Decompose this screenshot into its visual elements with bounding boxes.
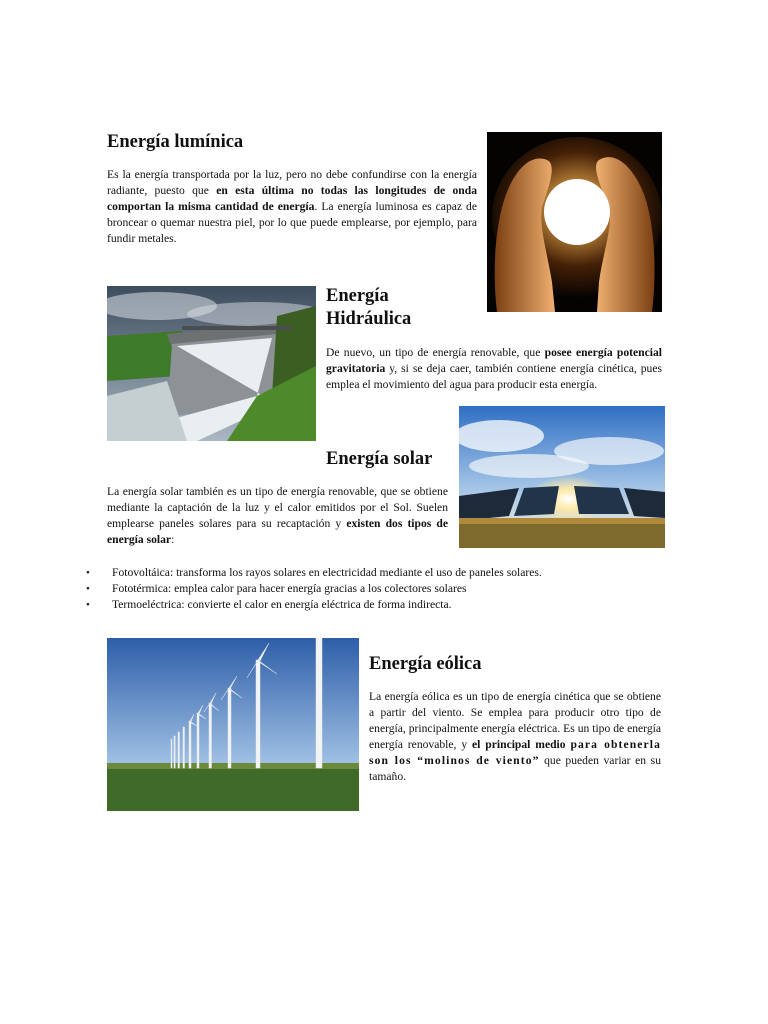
eolica-bold-2: para obtenerla son los “molinos de viento” (369, 738, 661, 767)
list-item-text: Termoeléctrica: convierte el calor en energía eléctrica de forma indirecta. (112, 598, 452, 611)
list-item (86, 597, 706, 613)
wind-turbines-image (107, 638, 359, 811)
bullet-icon: • (86, 599, 90, 611)
solar-panels-image (459, 406, 665, 548)
hidraulica-bold: posee energía potencial gravitatoria (326, 346, 662, 375)
list-item (86, 581, 706, 597)
eolica-paragraph (369, 689, 661, 785)
list-item-text: Fototérmica: emplea calor para hacer energía gracias a los colectores solares (112, 582, 467, 595)
solar-text-1: La energía solar también es un tipo de energía renovable, que se obtiene mediante la captación de la luz y el calor emitidos por el Sol. Suelen emplearse paneles solares para su recaptación y (107, 485, 448, 530)
hands-light-image (487, 132, 662, 312)
luminica-paragraph (107, 167, 477, 247)
hidraulica-title-line1: Energía (326, 286, 389, 306)
hidraulica-title (326, 285, 411, 331)
dam-image (107, 286, 316, 441)
eolica-text-1: La energía eólica es un tipo de energía cinética que se obtiene a partir del viento. Se emplea para producir otro tipo de energía, principalmente energía eléctrica. Es un tipo de energía energía renovable, y (369, 690, 661, 751)
bullet-icon: • (86, 583, 90, 595)
solar-types-list (86, 565, 706, 613)
hidraulica-text-1: De nuevo, un tipo de energía renovable, que (326, 346, 545, 359)
solar-paragraph (107, 484, 448, 548)
eolica-text-2: que pueden variar en su tamaño. (369, 754, 661, 783)
list-item (86, 565, 706, 581)
luminica-bold: en esta última no todas las longitudes de onda comportan la misma cantidad de energía (107, 184, 477, 213)
hidraulica-title-line2: Hidráulica (326, 309, 412, 329)
eolica-title: Energía eólica (369, 654, 482, 674)
hidraulica-paragraph (326, 345, 662, 393)
luminica-text-2: . La energía luminosa es capaz de broncear o quemar nuestra piel, por lo que puede emplearse, por ejemplo, para fundir metales. (107, 200, 477, 245)
hidraulica-text-2: y, si se deja caer, también contiene energía cinética, pues emplea el movimiento del agua para producir esta energía. (326, 362, 662, 391)
bullet-icon: • (86, 567, 90, 579)
solar-bold: existen dos tipos de energía solar (107, 517, 449, 546)
luminica-title: Energía lumínica (107, 132, 244, 152)
solar-text-2: : (171, 533, 175, 546)
luminica-text-1: Es la energía transportada por la luz, pero no debe confundirse con la energía radiante, puesto que (107, 168, 477, 197)
list-item-text: Fotovoltáica: transforma los rayos solares en electricidad mediante el uso de paneles solares. (112, 566, 542, 579)
solar-title: Energía solar (326, 449, 433, 469)
eolica-bold-1: el principal medio (472, 738, 566, 751)
